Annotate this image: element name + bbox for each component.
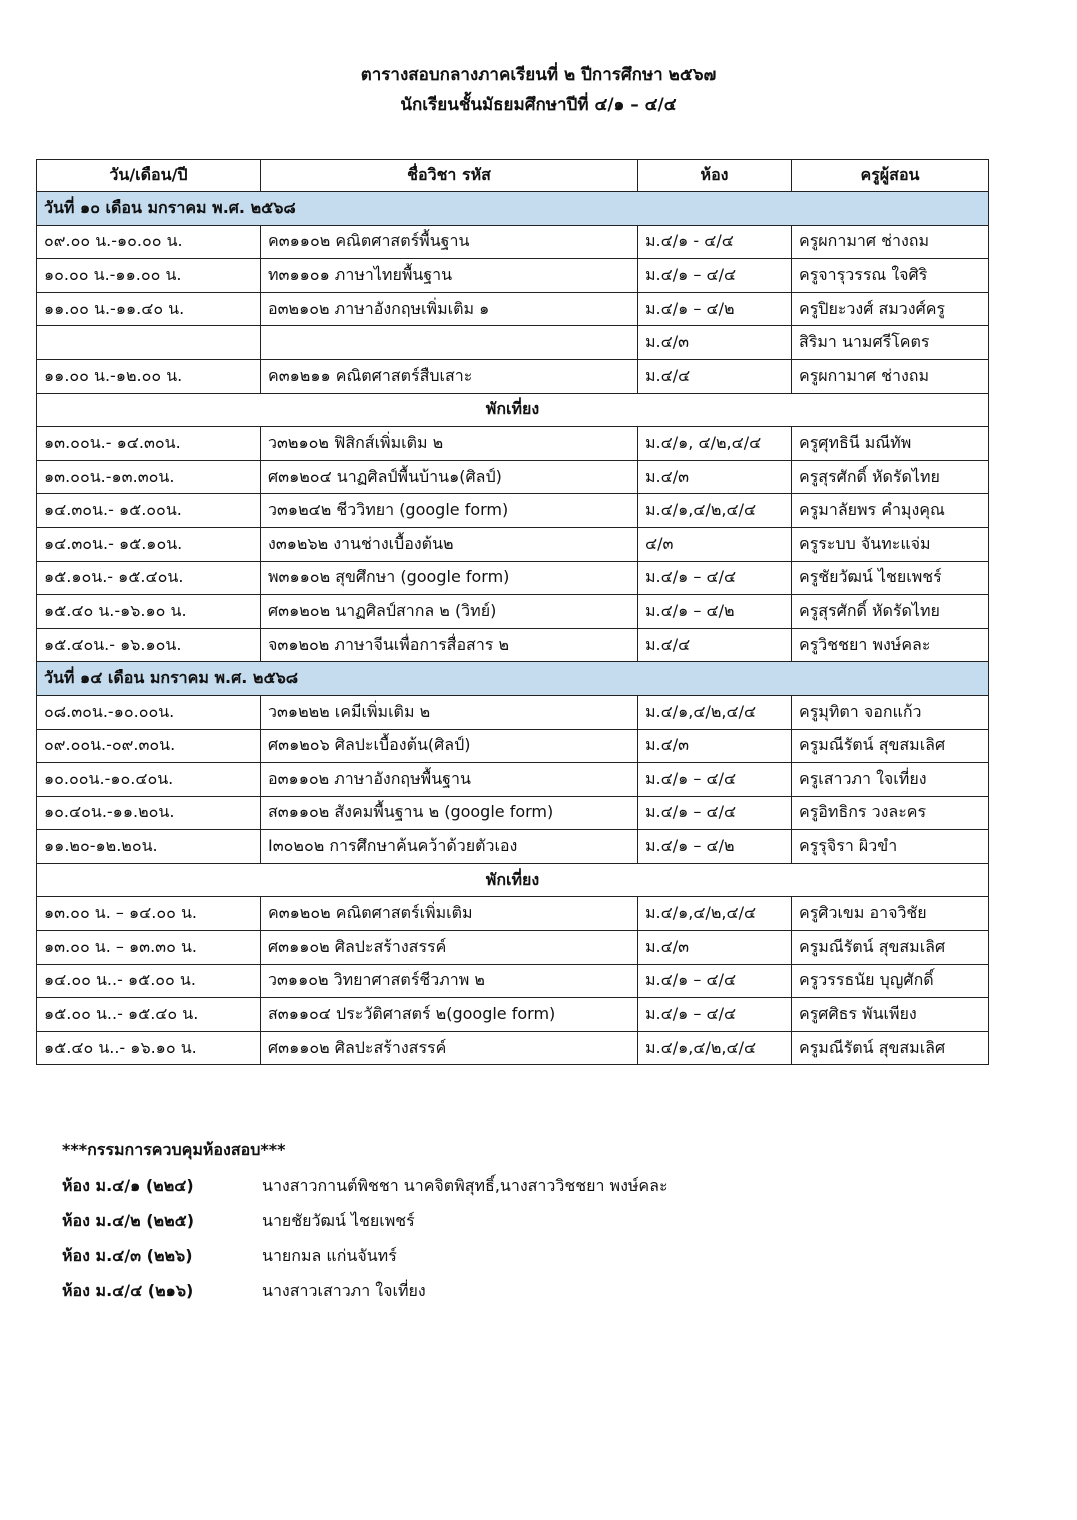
time-cell: ๑๕.๔๐ น..- ๑๖.๑๐ น. [37,1031,261,1065]
subject-cell: ศ๓๑๒๐๔ นาฏศิลป์พื้นบ้าน๑(ศิลป์) [261,460,638,494]
time-cell: ๑๓.๐๐น.-๑๓.๓๐น. [37,460,261,494]
time-cell: ๑๑.๐๐ น.-๑๑.๔๐ น. [37,292,261,326]
table-row [37,1031,989,1065]
room-cell: ม.๔/๓ [638,460,792,494]
time-cell: ๑๔.๓๐น.- ๑๕.๐๐น. [37,494,261,528]
lunch-break-row [37,393,989,427]
table-row [37,595,989,629]
time-cell: ๑๓.๐๐ น. – ๑๓.๓๐ น. [37,931,261,965]
teacher-cell: ครูมาลัยพร คำมุงคุณ [792,494,989,528]
teacher-cell: ครูมณีรัตน์ สุขสมเลิศ [792,729,989,763]
committee-row [62,1274,668,1309]
table-row [37,695,989,729]
subject-cell: จ๓๑๒๐๒ ภาษาจีนเพื่อการสื่อสาร ๒ [261,628,638,662]
subject-cell: ว๓๑๒๔๒ ชีววิทยา (google form) [261,494,638,528]
room-cell: ม.๔/๔ [638,628,792,662]
teacher-cell: ครูปิยะวงศ์ สมวงศ์ครู [792,292,989,326]
header-teacher: ครูผู้สอน [792,160,989,192]
exam-schedule-table [36,159,989,1065]
time-cell: ๑๐.๐๐ น.-๑๑.๐๐ น. [37,259,261,293]
table-row [37,359,989,393]
table-row [37,830,989,864]
teacher-cell: ครูจารุวรรณ ใจศิริ [792,259,989,293]
time-cell: ๑๔.๓๐น.- ๑๕.๑๐น. [37,527,261,561]
document-header [0,60,1077,120]
subject-cell: I๓๐๒๐๒ การศึกษาค้นคว้าด้วยตัวเอง [261,830,638,864]
date-row [37,662,989,696]
committee-room: ห้อง ม.๔/๓ (๒๒๖) [62,1246,193,1265]
subject-cell: ค๓๑๒๑๑ คณิตศาสตร์สืบเสาะ [261,359,638,393]
teacher-cell: ครูสุรศักดิ์ หัดรัดไทย [792,595,989,629]
room-cell: ม.๔/๑, ๔/๒,๔/๔ [638,427,792,461]
room-cell: ม.๔/๑ – ๔/๒ [638,595,792,629]
time-cell: ๑๐.๔๐น.-๑๑.๒๐น. [37,796,261,830]
date-row [37,192,989,226]
room-cell: ๔/๓ [638,527,792,561]
committee-row [62,1169,668,1204]
subject-cell: ศ๓๑๑๐๒ ศิลปะสร้างสรรค์ [261,1031,638,1065]
time-cell: ๑๕.๐๐ น..- ๑๕.๔๐ น. [37,998,261,1032]
time-cell: ๑๑.๒๐-๑๒.๒๐น. [37,830,261,864]
room-cell: ม.๔/๑ – ๔/๔ [638,998,792,1032]
time-cell: ๐๙.๐๐น.-๐๙.๓๐น. [37,729,261,763]
teacher-cell: ครูศศิธร พันเพียง [792,998,989,1032]
time-cell: ๑๓.๐๐ น. – ๑๔.๐๐ น. [37,897,261,931]
room-cell: ม.๔/๑ – ๔/๔ [638,763,792,797]
committee-names: นางสาวเสาวภา ใจเที่ยง [262,1281,426,1300]
lunch-break-label: พักเที่ยง [37,863,989,897]
table-header-row [37,160,989,192]
teacher-cell: ครูวิชชยา พงษ์คละ [792,628,989,662]
table-row [37,763,989,797]
table-row [37,897,989,931]
room-cell: ม.๔/๓ [638,931,792,965]
time-cell: ๑๐.๐๐น.-๑๐.๔๐น. [37,763,261,797]
room-cell: ม.๔/๑,๔/๒,๔/๔ [638,897,792,931]
committee-names: นายชัยวัฒน์ ไชยเพชร์ [262,1211,415,1230]
table-row [37,561,989,595]
table-row [37,326,989,360]
header-date: วัน/เดือน/ปี [37,160,261,192]
time-cell: ๑๑.๐๐ น.-๑๒.๐๐ น. [37,359,261,393]
lunch-break-row [37,863,989,897]
table-row [37,225,989,259]
subject-cell: ว๓๑๒๒๒ เคมีเพิ่มเติม ๒ [261,695,638,729]
room-cell: ม.๔/๑ – ๔/๔ [638,796,792,830]
document-title: ตารางสอบกลางภาคเรียนที่ ๒ ปีการศึกษา ๒๕๖๗ [360,65,717,85]
room-cell: ม.๔/๑,๔/๒,๔/๔ [638,1031,792,1065]
subject-cell: อ๓๑๑๐๒ ภาษาอังกฤษพื้นฐาน [261,763,638,797]
teacher-cell: ครูมณีรัตน์ สุขสมเลิศ [792,931,989,965]
committee-list [62,1169,668,1309]
date-label: วันที่ ๑๐ เดือน มกราคม พ.ศ. ๒๕๖๘ [37,192,989,226]
teacher-cell: ครูผกามาศ ช่างถม [792,225,989,259]
teacher-cell: สิริมา นามศรีโคตร [792,326,989,360]
room-cell: ม.๔/๓ [638,326,792,360]
room-cell: ม.๔/๓ [638,729,792,763]
teacher-cell: ครูศุทธินี มณีทัพ [792,427,989,461]
subject-cell: ส๓๑๑๐๒ สังคมพื้นฐาน ๒ (google form) [261,796,638,830]
table-row [37,931,989,965]
committee-names: นายกมล แก่นจันทร์ [262,1246,397,1265]
committee-row [62,1239,668,1274]
subject-cell: ศ๓๑๑๐๒ ศิลปะสร้างสรรค์ [261,931,638,965]
committee-row [62,1204,668,1239]
room-cell: ม.๔/๑,๔/๒,๔/๔ [638,494,792,528]
teacher-cell: ครูมุทิตา จอกแก้ว [792,695,989,729]
lunch-break-label: พักเที่ยง [37,393,989,427]
table-row [37,998,989,1032]
subject-cell: ค๓๑๒๐๒ คณิตศาสตร์เพิ่มเติม [261,897,638,931]
document-subtitle: นักเรียนชั้นมัธยมศึกษาปีที่ ๔/๑ – ๔/๔ [400,95,677,115]
table-row [37,729,989,763]
teacher-cell: ครูศิวเขม อาจวิชัย [792,897,989,931]
teacher-cell: ครูมณีรัตน์ สุขสมเลิศ [792,1031,989,1065]
subject-cell: อ๓๒๑๐๒ ภาษาอังกฤษเพิ่มเติม ๑ [261,292,638,326]
room-cell: ม.๔/๑ – ๔/๔ [638,964,792,998]
table-row [37,259,989,293]
time-cell [37,326,261,360]
subject-cell: ง๓๑๒๖๒ งานช่างเบื้องต้น๒ [261,527,638,561]
committee-section [62,1138,668,1309]
subject-cell: ท๓๑๑๐๑ ภาษาไทยพื้นฐาน [261,259,638,293]
subject-cell: ศ๓๑๒๐๒ นาฏศิลป์สากล ๒ (วิทย์) [261,595,638,629]
teacher-cell: ครูสุรศักดิ์ หัดรัดไทย [792,460,989,494]
time-cell: ๑๓.๐๐น.- ๑๔.๓๐น. [37,427,261,461]
table-row [37,628,989,662]
time-cell: ๑๕.๔๐ น.-๑๖.๑๐ น. [37,595,261,629]
table-row [37,964,989,998]
room-cell: ม.๔/๔ [638,359,792,393]
teacher-cell: ครูรุจิรา ผิวขำ [792,830,989,864]
subject-cell: ส๓๑๑๐๔ ประวัติศาสตร์ ๒(google form) [261,998,638,1032]
subject-cell: พ๓๑๑๐๒ สุขศึกษา (google form) [261,561,638,595]
teacher-cell: ครูระบบ จันทะแจ่ม [792,527,989,561]
time-cell: ๐๙.๐๐ น.-๑๐.๐๐ น. [37,225,261,259]
subject-cell: ว๓๒๑๐๒ ฟิสิกส์เพิ่มเติม ๒ [261,427,638,461]
committee-room: ห้อง ม.๔/๑ (๒๒๔) [62,1176,194,1195]
teacher-cell: ครูผกามาศ ช่างถม [792,359,989,393]
header-subject: ชื่อวิชา รหัส [261,160,638,192]
time-cell: ๑๔.๐๐ น..- ๑๕.๐๐ น. [37,964,261,998]
committee-names: นางสาวกานต์พิชชา นาคจิตพิสุทธิ์,นางสาววิชชยา พงษ์คละ [262,1176,668,1195]
teacher-cell: ครูชัยวัฒน์ ไชยเพชร์ [792,561,989,595]
subject-cell: ศ๓๑๒๐๖ ศิลปะเบื้องต้น(ศิลป์) [261,729,638,763]
room-cell: ม.๔/๑ – ๔/๒ [638,830,792,864]
room-cell: ม.๔/๑ - ๔/๔ [638,225,792,259]
room-cell: ม.๔/๑,๔/๒,๔/๔ [638,695,792,729]
table-row [37,796,989,830]
teacher-cell: ครูเสาวภา ใจเที่ยง [792,763,989,797]
date-label: วันที่ ๑๔ เดือน มกราคม พ.ศ. ๒๕๖๘ [37,662,989,696]
committee-title: ***กรรมการควบคุมห้องสอบ*** [62,1140,286,1159]
room-cell: ม.๔/๑ – ๔/๔ [638,259,792,293]
subject-cell: ว๓๑๑๐๒ วิทยาศาสตร์ชีวภาพ ๒ [261,964,638,998]
table-body [37,192,989,1065]
subject-cell [261,326,638,360]
header-room: ห้อง [638,160,792,192]
subject-cell: ค๓๑๑๐๒ คณิตศาสตร์พื้นฐาน [261,225,638,259]
room-cell: ม.๔/๑ – ๔/๒ [638,292,792,326]
table-row [37,527,989,561]
time-cell: ๐๘.๓๐น.-๑๐.๐๐น. [37,695,261,729]
teacher-cell: ครูอิทธิกร วงละคร [792,796,989,830]
committee-room: ห้อง ม.๔/๔ (๒๑๖) [62,1281,194,1300]
table-row [37,460,989,494]
room-cell: ม.๔/๑ – ๔/๔ [638,561,792,595]
committee-room: ห้อง ม.๔/๒ (๒๒๕) [62,1211,195,1230]
teacher-cell: ครูวรรธนัย บุญศักดิ์ [792,964,989,998]
table-row [37,494,989,528]
table-row [37,292,989,326]
time-cell: ๑๕.๔๐น.- ๑๖.๑๐น. [37,628,261,662]
time-cell: ๑๕.๑๐น.- ๑๕.๔๐น. [37,561,261,595]
table-row [37,427,989,461]
